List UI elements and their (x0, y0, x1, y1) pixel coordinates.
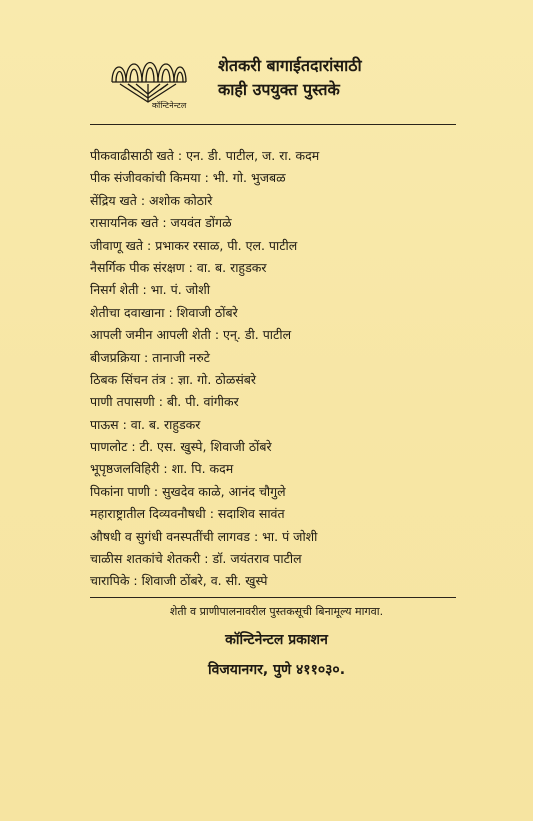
list-item: शेतीचा दवाखाना : शिवाजी ठोंबरे (90, 304, 238, 320)
list-item: ठिबक सिंचन तंत्र : ज्ञा. गो. ठोळसंबरे (90, 371, 257, 387)
list-item: भूपृष्ठजलविहिरी : शा. पि. कदम (90, 461, 234, 477)
list-item: निसर्ग शेती : भा. पं. जोशी (90, 282, 210, 298)
header (100, 44, 460, 116)
divider-bottom (90, 597, 456, 598)
publisher-name: कॉन्टिनेन्टल प्रकाशन (225, 632, 328, 648)
list-item: पीकवाढीसाठी खते : एन. डी. पाटील, ज. रा. कदम (90, 148, 320, 163)
logo-arches-icon (108, 48, 188, 104)
list-item: पाणलोट : टी. एस. खुस्पे, शिवाजी ठोंबरे (90, 439, 272, 455)
list-item: चारापिके : शिवाजी ठोंबरे, व. सी. खुस्पे (90, 573, 268, 589)
title-line-2: काही उपयुक्त पुस्तके (218, 80, 340, 99)
title-line-1: शेतकरी बागाईतदारांसाठी (218, 56, 362, 75)
list-item: चाळीस शतकांचे शेतकरी : डॉ. जयंतराव पाटील (90, 551, 302, 567)
list-item: रासायनिक खते : जयवंत डोंगळे (90, 215, 232, 231)
book-list (90, 145, 480, 593)
divider-top (90, 124, 456, 125)
list-item: पाऊस : वा. ब. राहुडकर (90, 416, 201, 432)
list-item: सेंद्रिय खते : अशोक कोठारे (90, 192, 213, 208)
list-item: पाणी तपासणी : बी. पी. वांगीकर (90, 394, 239, 410)
publisher-address: विजयानगर, पुणे ४११०३०. (207, 662, 346, 678)
list-item: नैसर्गिक पीक संरक्षण : वा. ब. राहुडकर (90, 259, 267, 275)
list-item: औषधी व सुगंधी वनस्पतींची लागवड : भा. पं जोशी (90, 528, 318, 544)
page-title (218, 54, 362, 102)
list-item: आपली जमीन आपली शेती : एन्. डी. पाटील (90, 327, 292, 343)
logo-caption: कॉन्टिनेन्टल (152, 101, 187, 110)
list-item: बीजप्रक्रिया : तानाजी नरुटे (90, 349, 210, 365)
publisher-logo (108, 48, 188, 112)
list-item: पीक संजीवकांची किमया : भी. गो. भुजबळ (90, 170, 286, 186)
list-item: महाराष्ट्रातील दिव्यवनौषधी : सदाशिव सावंत (90, 506, 285, 522)
catalog-note: शेती व प्राणीपालनावरील पुस्तकसूची बिनामूल्य मागवा. (169, 605, 384, 618)
list-item: पिकांना पाणी : सुखदेव काळे, आनंद चौगुले (90, 483, 286, 499)
list-item: जीवाणू खते : प्रभाकर रसाळ, पी. एल. पाटील (90, 237, 298, 253)
